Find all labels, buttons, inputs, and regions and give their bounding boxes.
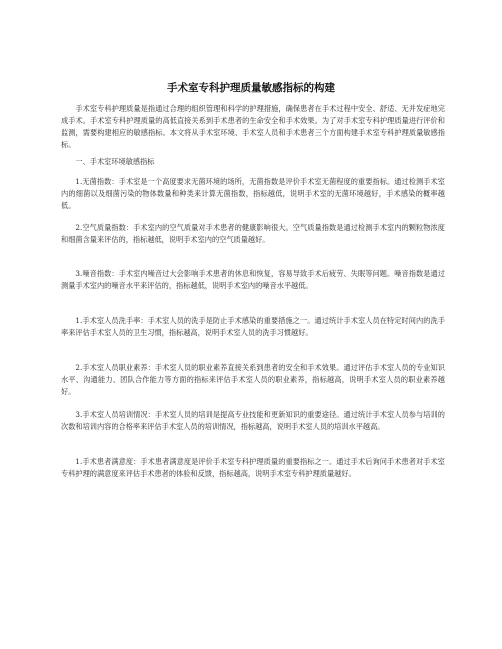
paragraph-sterility-index: 1.无菌指数：手术室是一个高度要求无菌环境的场所，无菌指数是评价手术室无菌程度的重要指标。通过检测手术室内的细菌以及细菌污染的物体数量和种类来计算无菌指数，指标越低，说明手术室的无菌环境越好，手术感染的概率越低。	[61, 177, 445, 211]
section-heading: 一、手术室环境敏感指标	[75, 157, 155, 166]
document-title: 手术室专科护理质量敏感指标的构建	[167, 82, 335, 94]
paragraph-noise-index: 3.噪音指数：手术室内噪音过大会影响手术患者的休息和恢复，容易导致手术后疲劳、失眠等问题。噪音指数是通过测量手术室内的噪音水平来评估的，指标越低，说明手术室内的噪音水平越低。	[61, 269, 445, 291]
intro-paragraph: 手术室专科护理质量是指通过合理的组织管理和科学的护理措施，确保患者在手术过程中安全、舒适、无并发症地完成手术。手术室专科护理质量的高低直接关系到手术患者的生命安全和手术效果。为了对手术室专科护理质量进行评价和监测，需要构建相应的敏感指标。本文将从手术室环境、手术室人员和手术患者三个方面构建手术室专科护理质量敏感指标。	[61, 104, 445, 150]
paragraph-professionalism: 2.手术室人员职业素养：手术室人员的职业素养直接关系到患者的安全和手术效果。通过评估手术室人员的专业知识水平、沟通能力、团队合作能力等方面的指标来评估手术室人员的职业素养，指标越高，说明手术室人员的职业素养越好。	[61, 363, 445, 397]
paragraph-handwashing-rate: 1.手术室人员洗手率：手术室人员的洗手是防止手术感染的重要措施之一。通过统计手术室人员在特定时间内的洗手率来评估手术室人员的卫生习惯，指标越高，说明手术室人员的洗手习惯越好。	[61, 316, 445, 338]
paragraph-training: 3.手术室人员培训情况：手术室人员的培训是提高专业技能和更新知识的重要途径。通过统计手术室人员参与培训的次数和培训内容的合格率来评估手术室人员的培训情况，指标越高，说明手术室人员的培训水平越高。	[61, 410, 445, 432]
paragraph-patient-satisfaction: 1.手术患者满意度：手术患者满意度是评价手术室专科护理质量的重要指标之一。通过手术后询问手术患者对手术室专科护理的满意度来评估手术患者的体验和反馈，指标越高，说明手术室专科护理质量越好。	[61, 457, 445, 479]
paragraph-air-quality-index: 2.空气质量指数：手术室内的空气质量对手术患者的健康影响很大。空气质量指数是通过检测手术室内的颗粒物浓度和细菌含量来评估的，指标越低，说明手术室内的空气质量越好。	[61, 223, 445, 245]
